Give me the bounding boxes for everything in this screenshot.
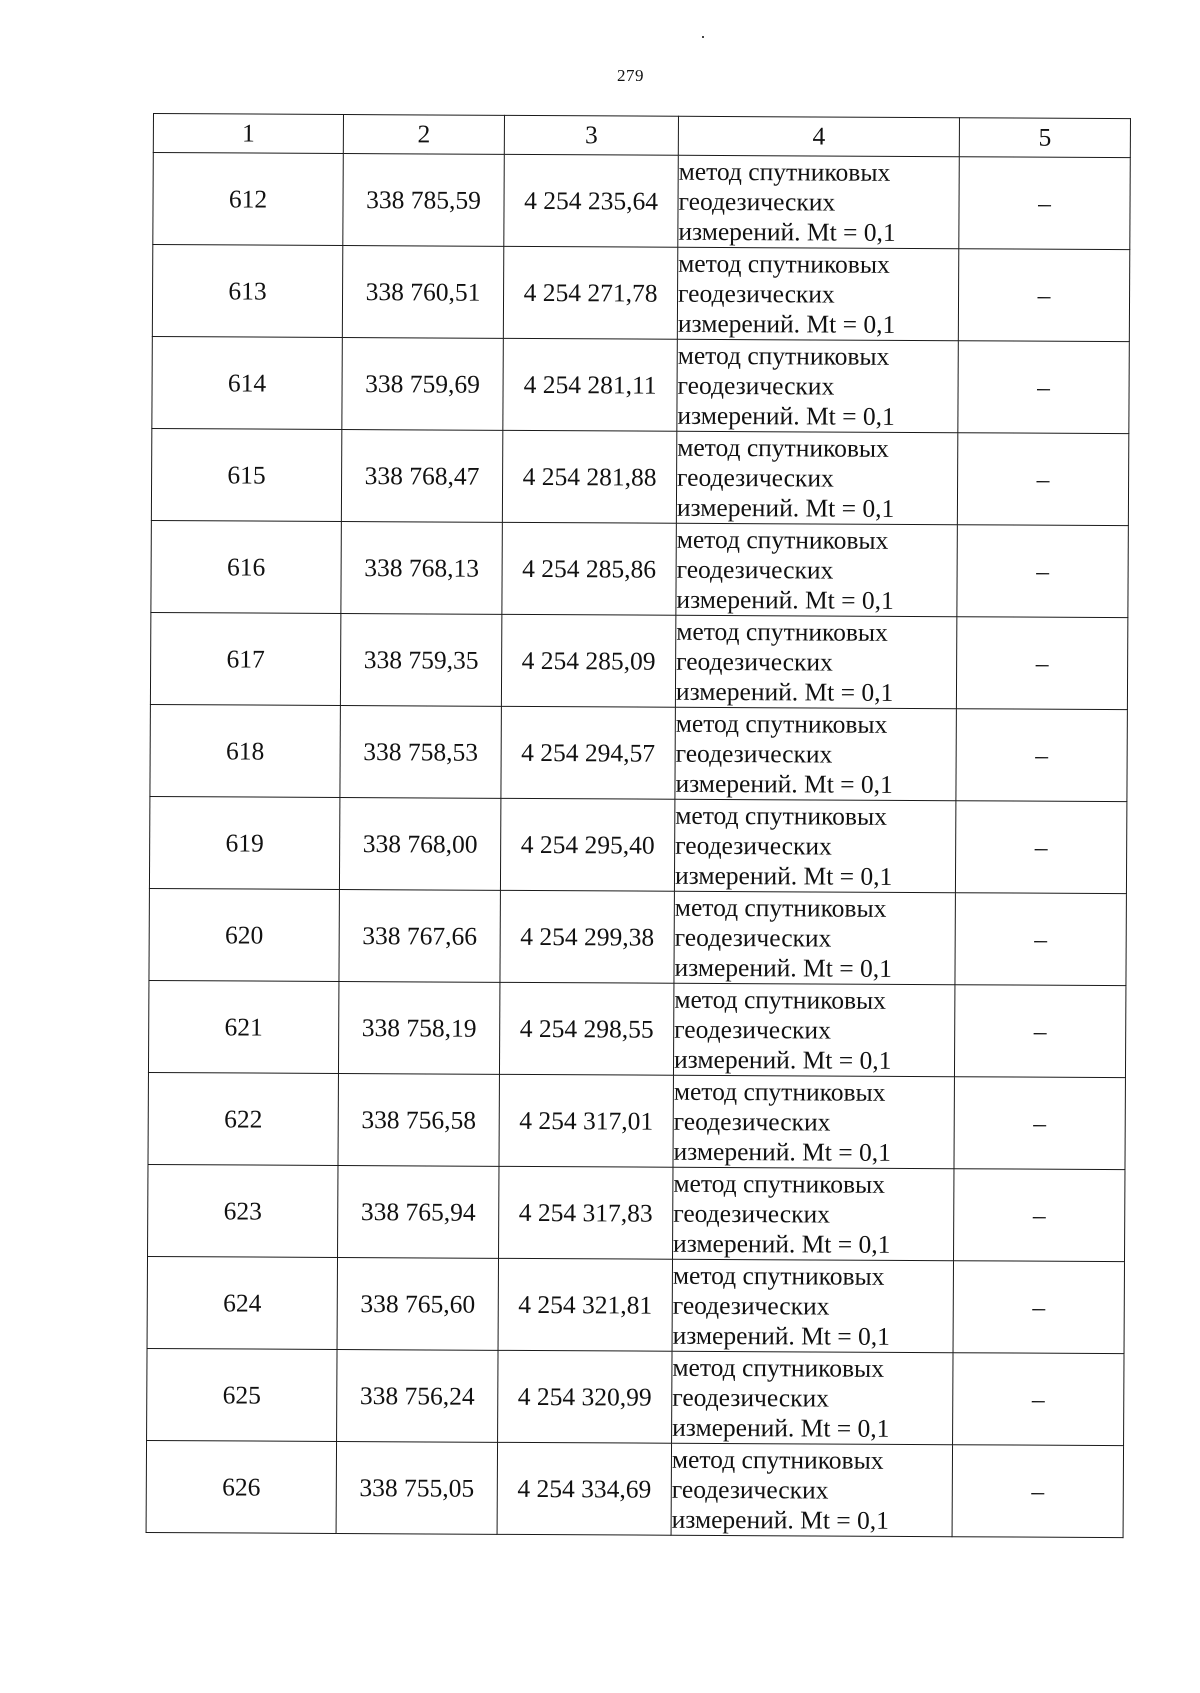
- column-header-2: 2: [343, 114, 504, 154]
- table-row: [151, 520, 1128, 617]
- point-number-cell: 618: [150, 704, 340, 797]
- method-cell: [671, 1443, 952, 1536]
- method-line: геодезических: [678, 186, 836, 217]
- method-line: метод спутниковых: [675, 800, 887, 831]
- point-number-cell: 617: [150, 612, 340, 705]
- method-line: геодезических: [675, 830, 832, 861]
- method-cell: [674, 891, 955, 984]
- method-line: измерений. Mt = 0,1: [673, 1044, 892, 1075]
- table-row: [148, 1072, 1125, 1169]
- x-coordinate-cell: 338 760,51: [342, 245, 503, 338]
- x-coordinate-cell: 338 756,24: [337, 1349, 498, 1442]
- accuracy-note-cell: –: [953, 1261, 1124, 1354]
- accuracy-note-cell: –: [956, 709, 1127, 802]
- table-row: [153, 153, 1130, 250]
- coordinates-table: [146, 113, 1131, 1538]
- column-header-4: 4: [678, 116, 959, 156]
- method-line: геодезических: [677, 462, 834, 493]
- accuracy-note-cell: –: [954, 1169, 1125, 1262]
- method-line: геодезических: [676, 646, 833, 677]
- point-number-cell: 621: [148, 980, 338, 1073]
- y-coordinate-cell: 4 254 317,01: [499, 1074, 673, 1167]
- accuracy-note-cell: –: [958, 249, 1129, 342]
- point-number-cell: 622: [148, 1072, 338, 1165]
- point-number-cell: 619: [149, 796, 339, 889]
- point-number-cell: 626: [146, 1440, 336, 1533]
- method-line: измерений. Mt = 0,1: [677, 400, 895, 431]
- method-line: геодезических: [677, 370, 835, 401]
- method-line: измерений. Mt = 0,1: [672, 1412, 890, 1443]
- column-header-1: 1: [153, 114, 343, 154]
- accuracy-note-cell: –: [958, 341, 1129, 434]
- y-coordinate-cell: 4 254 320,99: [498, 1350, 672, 1443]
- method-cell: [677, 247, 958, 340]
- method-line: метод спутниковых: [677, 432, 889, 463]
- method-line: метод спутниковых: [671, 1444, 884, 1475]
- method-line: геодезических: [672, 1382, 830, 1413]
- y-coordinate-cell: 4 254 285,09: [501, 614, 675, 707]
- method-cell: [678, 155, 959, 248]
- method-line: измерений. Mt = 0,1: [676, 492, 895, 523]
- method-line: измерений. Mt = 0,1: [677, 308, 896, 339]
- table-row: [152, 245, 1129, 342]
- method-line: метод спутниковых: [675, 708, 888, 739]
- table-row: [152, 336, 1129, 433]
- method-cell: [677, 339, 958, 432]
- method-cell: [672, 1351, 953, 1444]
- accuracy-note-cell: –: [957, 525, 1128, 618]
- y-coordinate-cell: 4 254 285,86: [502, 522, 676, 615]
- method-line: измерений. Mt = 0,1: [672, 1320, 891, 1351]
- method-cell: [673, 1075, 954, 1168]
- table-row: [146, 1440, 1123, 1537]
- method-cell: [674, 799, 955, 892]
- point-number-cell: 623: [148, 1164, 338, 1257]
- point-number-cell: 613: [152, 245, 342, 338]
- column-header-5: 5: [959, 118, 1130, 158]
- y-coordinate-cell: 4 254 298,55: [499, 982, 673, 1075]
- y-coordinate-cell: 4 254 317,83: [499, 1166, 673, 1259]
- table-row: [149, 796, 1126, 893]
- table-row: [150, 612, 1127, 709]
- point-number-cell: 624: [147, 1256, 337, 1349]
- x-coordinate-cell: 338 767,66: [339, 889, 500, 982]
- y-coordinate-cell: 4 254 321,81: [498, 1258, 672, 1351]
- y-coordinate-cell: 4 254 334,69: [497, 1442, 671, 1535]
- point-number-cell: 614: [152, 336, 342, 429]
- method-line: геодезических: [675, 738, 833, 769]
- method-line: метод спутниковых: [673, 1076, 886, 1107]
- method-cell: [673, 1167, 954, 1260]
- x-coordinate-cell: 338 758,53: [340, 705, 501, 798]
- method-line: измерений. Mt = 0,1: [671, 1504, 890, 1535]
- accuracy-note-cell: –: [957, 433, 1128, 526]
- accuracy-note-cell: –: [959, 157, 1130, 250]
- method-cell: [676, 523, 957, 616]
- scan-speck: [702, 36, 704, 38]
- method-cell: [675, 615, 956, 708]
- method-line: измерений. Mt = 0,1: [674, 952, 892, 983]
- method-line: геодезических: [676, 554, 834, 585]
- page-number: 279: [617, 66, 644, 85]
- method-line: измерений. Mt = 0,1: [673, 1228, 891, 1259]
- table-row: [151, 428, 1128, 525]
- accuracy-note-cell: –: [954, 985, 1125, 1078]
- method-line: метод спутниковых: [672, 1352, 885, 1383]
- method-line: метод спутниковых: [676, 616, 888, 647]
- point-number-cell: 615: [151, 428, 341, 521]
- point-number-cell: 625: [147, 1348, 337, 1441]
- x-coordinate-cell: 338 755,05: [336, 1441, 497, 1534]
- table-row: [148, 1164, 1125, 1261]
- x-coordinate-cell: 338 756,58: [338, 1073, 499, 1166]
- method-line: метод спутниковых: [678, 156, 891, 187]
- y-coordinate-cell: 4 254 299,38: [500, 890, 674, 983]
- table-row: [148, 980, 1125, 1077]
- method-line: измерений. Mt = 0,1: [678, 216, 896, 247]
- method-line: геодезических: [677, 278, 835, 309]
- table-row: [150, 704, 1127, 801]
- accuracy-note-cell: –: [953, 1353, 1124, 1446]
- method-line: геодезических: [673, 1106, 831, 1137]
- y-coordinate-cell: 4 254 295,40: [500, 798, 674, 891]
- method-line: метод спутниковых: [673, 1168, 886, 1199]
- accuracy-note-cell: –: [955, 801, 1126, 894]
- method-line: метод спутниковых: [677, 340, 890, 371]
- y-coordinate-cell: 4 254 281,88: [502, 430, 676, 523]
- method-line: измерений. Mt = 0,1: [676, 584, 894, 615]
- x-coordinate-cell: 338 765,94: [338, 1165, 499, 1258]
- method-line: геодезических: [673, 1198, 830, 1229]
- x-coordinate-cell: 338 768,13: [341, 521, 502, 614]
- accuracy-note-cell: –: [955, 893, 1126, 986]
- y-coordinate-cell: 4 254 281,11: [503, 338, 677, 431]
- point-number-cell: 616: [151, 520, 341, 613]
- x-coordinate-cell: 338 768,00: [339, 797, 500, 890]
- point-number-cell: 620: [149, 888, 339, 981]
- table-row: [147, 1348, 1124, 1445]
- method-line: метод спутниковых: [674, 984, 886, 1015]
- table-row: [149, 888, 1126, 985]
- method-line: геодезических: [674, 922, 832, 953]
- method-line: метод спутниковых: [676, 524, 889, 555]
- y-coordinate-cell: 4 254 235,64: [504, 154, 678, 247]
- method-line: геодезических: [674, 1014, 831, 1045]
- x-coordinate-cell: 338 768,47: [341, 429, 502, 522]
- accuracy-note-cell: –: [956, 617, 1127, 710]
- y-coordinate-cell: 4 254 294,57: [501, 706, 675, 799]
- method-line: геодезических: [672, 1290, 830, 1321]
- method-line: измерений. Mt = 0,1: [675, 768, 893, 799]
- method-line: измерений. Mt = 0,1: [674, 860, 893, 891]
- method-cell: [673, 983, 954, 1076]
- x-coordinate-cell: 338 758,19: [338, 981, 499, 1074]
- accuracy-note-cell: –: [954, 1077, 1125, 1170]
- method-cell: [675, 707, 956, 800]
- point-number-cell: 612: [153, 153, 343, 246]
- method-line: измерений. Mt = 0,1: [673, 1136, 891, 1167]
- method-line: метод спутниковых: [678, 248, 890, 279]
- method-line: метод спутниковых: [674, 892, 887, 923]
- x-coordinate-cell: 338 785,59: [343, 153, 504, 246]
- method-line: измерений. Mt = 0,1: [675, 676, 894, 707]
- x-coordinate-cell: 338 759,35: [340, 613, 501, 706]
- method-cell: [676, 431, 957, 524]
- method-line: метод спутниковых: [672, 1260, 885, 1291]
- column-header-3: 3: [504, 115, 678, 155]
- accuracy-note-cell: –: [952, 1445, 1123, 1538]
- method-cell: [672, 1259, 953, 1352]
- table-row: [147, 1256, 1124, 1353]
- method-line: геодезических: [671, 1474, 829, 1505]
- y-coordinate-cell: 4 254 271,78: [503, 246, 677, 339]
- x-coordinate-cell: 338 765,60: [337, 1257, 498, 1350]
- table-header-row: [153, 114, 1130, 158]
- x-coordinate-cell: 338 759,69: [342, 337, 503, 430]
